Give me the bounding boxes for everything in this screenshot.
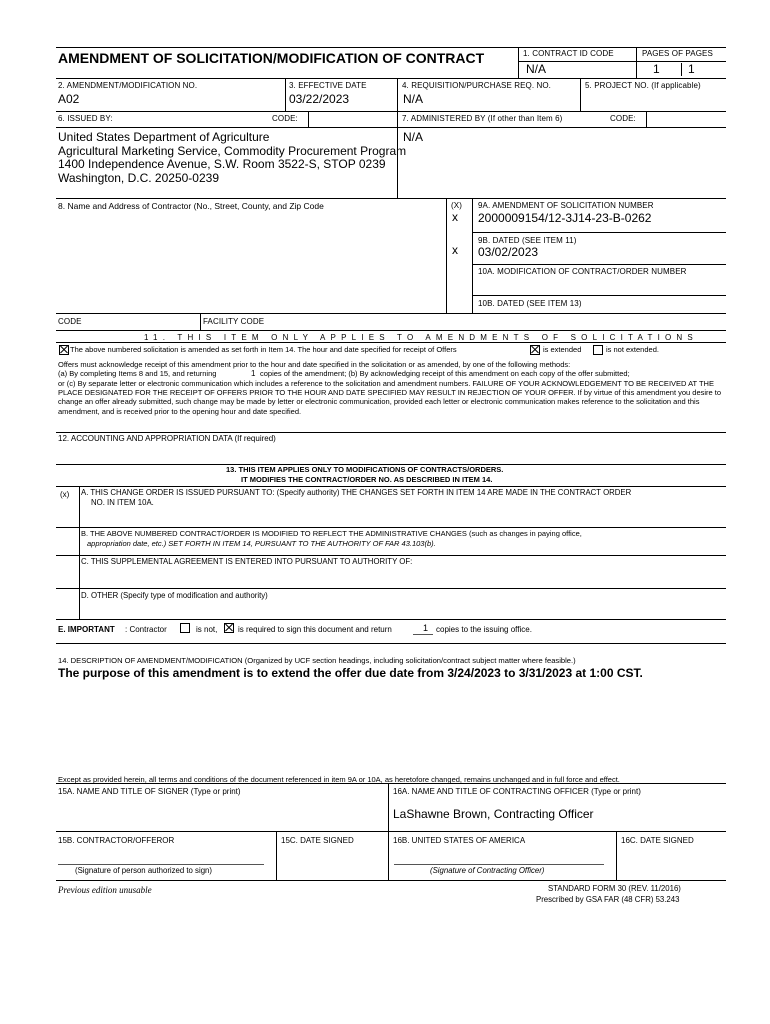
x-column-label: (X)	[451, 201, 462, 210]
contractor-signature-line[interactable]	[58, 864, 264, 865]
effective-date-label: 3. EFFECTIVE DATE	[289, 81, 367, 90]
contractor-signature-caption: (Signature of person authorized to sign)	[75, 866, 212, 875]
item-13c-line: C. THIS SUPPLEMENTAL AGREEMENT IS ENTERED INTO PURSUANT TO AUTHORITY OF:	[81, 557, 413, 566]
dated-9b-value: 03/02/2023	[478, 245, 539, 259]
contractor-label: 8. Name and Address of Contractor (No., Street, County, and Zip Code	[58, 201, 324, 211]
facility-code-label: FACILITY CODE	[203, 317, 265, 326]
officer-signature-caption: (Signature of Contracting Officer)	[430, 866, 545, 875]
item-11-heading: 11. THIS ITEM ONLY APPLIES TO AMENDMENTS OF SOLICITATIONS	[144, 333, 698, 342]
modification-number-label: 10A. MODIFICATION OF CONTRACT/ORDER NUMBER	[478, 267, 687, 276]
item-13d-line: D. OTHER (Specify type of modification and authority)	[81, 591, 268, 600]
accounting-data-label: 12. ACCOUNTING AND APPROPRIATION DATA (If required)	[58, 434, 276, 443]
issuer-line-3: 1400 Independence Avenue, S.W. Room 3522-S, STOP 0239	[58, 157, 386, 171]
date-signed-16c-label: 16C. DATE SIGNED	[621, 836, 694, 845]
contract-id-value: N/A	[526, 62, 547, 76]
form-title: AMENDMENT OF SOLICITATION/MODIFICATION OF CONTRACT	[58, 50, 485, 66]
not-extended-checkbox[interactable]	[593, 345, 603, 355]
item-9a-mark: x	[452, 210, 458, 224]
signer-name-label: 15A. NAME AND TITLE OF SIGNER (Type or print)	[58, 787, 241, 796]
item-13-heading-1: 13. THIS ITEM APPLIES ONLY TO MODIFICATIONS OF CONTRACTS/ORDERS.	[226, 465, 504, 474]
item-13a-line-1: A. THIS CHANGE ORDER IS ISSUED PURSUANT TO: (Specify authority) THE CHANGES SET FORTH IN ITEM 14 ARE MADE IN THE CONTRACT ORDER	[81, 488, 632, 497]
copies-count: 1	[251, 369, 256, 378]
contractor-offeror-label: 15B. CONTRACTOR/OFFEROR	[58, 836, 175, 845]
standard-form-label: STANDARD FORM 30 (REV. 11/2016)	[548, 884, 681, 893]
item-11-para-a: Offers must acknowledge receipt of this amendment prior to the hour and date specified in the solicitation or as amended, by one of the following methods:	[58, 360, 571, 369]
solicitation-number-label: 9A. AMENDMENT OF SOLICITATION NUMBER	[478, 201, 654, 210]
prescribed-by-label: Prescribed by GSA FAR (48 CFR) 53.243	[536, 895, 680, 904]
officer-signature-line[interactable]	[394, 864, 604, 865]
item-9b-mark: x	[452, 243, 458, 257]
is-extended-checkbox[interactable]	[530, 345, 540, 355]
requisition-label: 4. REQUISITION/PURCHASE REQ. NO.	[402, 81, 552, 90]
amendment-no-label: 2. AMENDMENT/MODIFICATION NO.	[58, 81, 198, 90]
is-not-label: is not,	[196, 625, 218, 634]
administered-by-label: 7. ADMINISTERED BY (If other than Item 6)	[402, 114, 563, 123]
item-11-line1: The above numbered solicitation is amended as set forth in Item 14. The hour and date specified for receipt of Offers	[70, 345, 457, 354]
description-text: The purpose of this amendment is to extend the offer due date from 3/24/2023 to 3/31/2023 at 1:00 CST.	[58, 666, 643, 680]
united-states-label: 16B. UNITED STATES OF AMERICA	[393, 836, 526, 845]
issuer-line-4: Washington, D.C. 20250-0239	[58, 171, 219, 185]
description-label: 14. DESCRIPTION OF AMENDMENT/MODIFICATION (Organized by UCF section headings, including solicitation/contract subject matter where feasible.)	[58, 656, 576, 665]
of-pages-value: 1	[688, 62, 695, 76]
previous-edition-note: Previous edition unusable	[58, 885, 152, 895]
item-13b-line-2: appropriation date, etc.) SET FORTH IN ITEM 14, PURSUANT TO THE AUTHORITY OF FAR 43.103(b).	[87, 539, 436, 548]
issued-by-code-label: CODE:	[272, 114, 298, 123]
item-11-para-b2: copies of the amendment; (b) By acknowledging receipt of this amendment on each copy of the offer submitted;	[260, 369, 630, 378]
amendment-no-value: A02	[58, 92, 80, 106]
contract-id-label: 1. CONTRACT ID CODE	[523, 49, 614, 58]
contracting-officer-label: 16A. NAME AND TITLE OF CONTRACTING OFFICER (Type or print)	[393, 787, 641, 796]
code-label: CODE	[58, 317, 82, 326]
except-text: Except as provided herein, all terms and conditions of the document referenced in item 9A or 10A, as heretofore changed, remains unchanged and in full force and effect.	[58, 775, 620, 784]
date-signed-15c-label: 15C. DATE SIGNED	[281, 836, 354, 845]
pages-label: PAGES OF PAGES	[642, 49, 713, 58]
item-13-x-label: (x)	[60, 490, 70, 499]
item-13b-line-1: B. THE ABOVE NUMBERED CONTRACT/ORDER IS MODIFIED TO REFLECT THE ADMINISTRATIVE CHANGES (such as changes in paying office,	[81, 529, 582, 538]
administered-by-value: N/A	[403, 130, 424, 144]
copies-required-count: 1	[423, 623, 429, 633]
solicitation-number-value: 2000009154/12-3J14-23-B-0262	[478, 211, 652, 225]
dated-10b-label: 10B. DATED (SEE ITEM 13)	[478, 299, 582, 308]
important-label: E. IMPORTANT	[58, 625, 115, 634]
issuer-line-1: United States Department of Agriculture	[58, 130, 270, 144]
contractor-is-not-checkbox[interactable]	[180, 623, 190, 633]
is-extended-label: is extended	[543, 345, 582, 354]
administered-by-code-label: CODE:	[610, 114, 636, 123]
contracting-officer-value: LaShawne Brown, Contracting Officer	[393, 807, 594, 821]
not-extended-label: is not extended.	[606, 345, 659, 354]
dated-9b-label: 9B. DATED (SEE ITEM 11)	[478, 236, 577, 245]
item-11-para-b1: (a) By completing Items 8 and 15, and returning	[58, 369, 217, 378]
issuer-line-2: Agricultural Marketing Service, Commodity Procurement Program	[58, 144, 407, 158]
page-value: 1	[653, 62, 660, 76]
amended-checkbox[interactable]	[59, 345, 69, 355]
item-11-para-c: or (c) By separate letter or electronic communication which includes a reference to the solicitation and amendment numbers. FAILURE OF YOUR ACKNOWLEDGEMENT TO BE RECEIVED AT THE PLACE DESIGNATED FOR THE RECEIPT OF OFFERS PRIOR TO THE HOUR AND DATE SPECIFIED MAY RESULT IN REJECTION OF YOUR OFFER. If by virtue of this amendment you desire to change an offer already submitted, such change may be made by letter or electronic communication, provided each letter or electronic communication makes reference to the solicitation and this amendment, and is received prior to the opening hour and date specified.	[58, 379, 722, 416]
important-contractor: : Contractor	[125, 625, 167, 634]
issued-by-label: 6. ISSUED BY:	[58, 114, 113, 123]
item-13a-line-2: NO. IN ITEM 10A.	[91, 498, 154, 507]
is-required-label: is required to sign this document and return	[238, 625, 392, 634]
requisition-value: N/A	[403, 92, 424, 106]
project-no-label: 5. PROJECT NO. (If applicable)	[585, 81, 701, 90]
copies-text: copies to the issuing office.	[436, 625, 532, 634]
effective-date-value: 03/22/2023	[289, 92, 350, 106]
item-13-heading-2: IT MODIFIES THE CONTRACT/ORDER NO. AS DESCRIBED IN ITEM 14.	[241, 475, 493, 484]
is-required-checkbox[interactable]	[224, 623, 234, 633]
